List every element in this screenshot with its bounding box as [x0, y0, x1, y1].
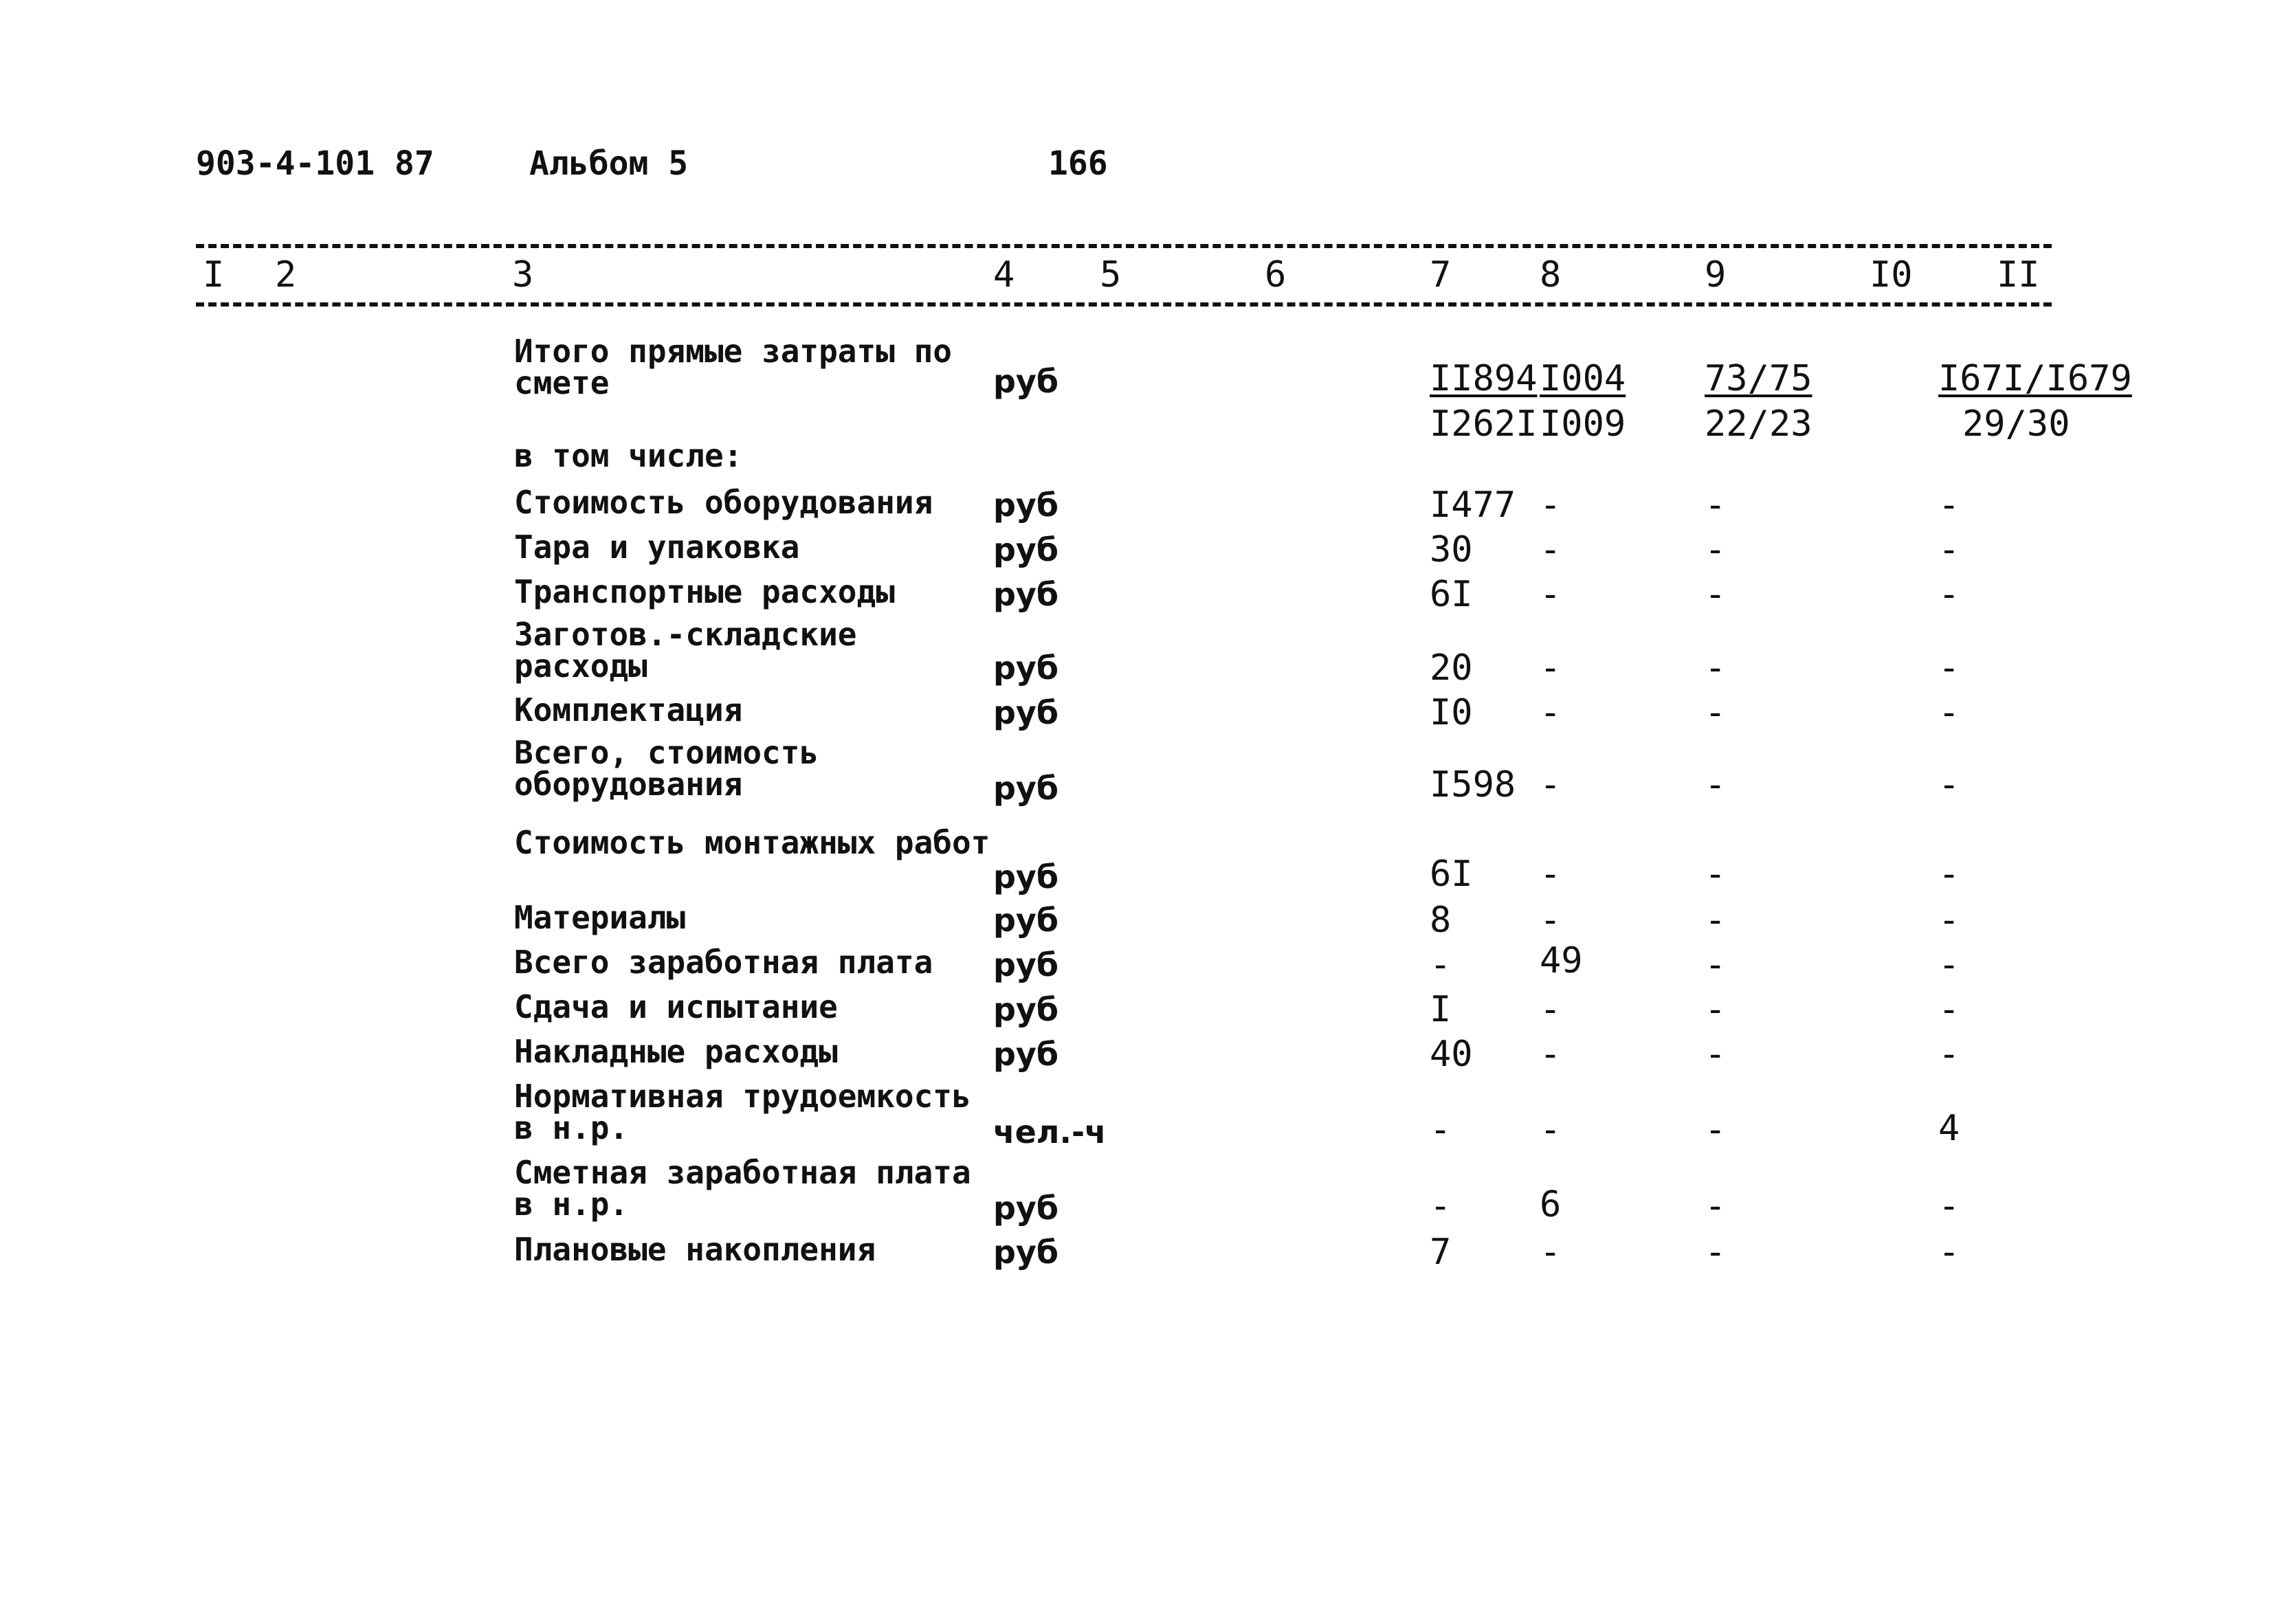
row-unit: руб [993, 770, 1059, 807]
row-col8: 49 [1540, 940, 1583, 981]
row-col9: - [1705, 1232, 1727, 1273]
row-label: Тара и упаковка [514, 529, 800, 566]
row-unit: руб [993, 1234, 1059, 1271]
row-col7: 6I [1430, 854, 1473, 895]
col-num-5: 5 [1100, 254, 1122, 296]
row-col7: I598 [1430, 764, 1516, 805]
row-col9: - [1705, 1109, 1727, 1150]
row-col7: - [1430, 1186, 1452, 1227]
row-col8: - [1540, 854, 1562, 895]
col-num-9: 9 [1705, 254, 1727, 296]
col-num-4: 4 [993, 254, 1015, 296]
totals-col8-top: I004 [1540, 358, 1626, 399]
row-col8: - [1540, 485, 1562, 526]
row-col7: I477 [1430, 485, 1516, 526]
row-col11: - [1938, 647, 1960, 689]
col-num-11: II [1997, 254, 2040, 296]
row-unit: руб [993, 487, 1059, 524]
row-col8: - [1540, 764, 1562, 805]
row-col11: - [1938, 1186, 1960, 1227]
row-col11: - [1938, 1232, 1960, 1273]
bottom-dashed-rule [196, 302, 2052, 307]
row-col11: - [1938, 485, 1960, 526]
totals-col9-bottom: 22/23 [1705, 403, 1812, 445]
row-col11: - [1938, 854, 1960, 895]
row-col7: I0 [1430, 692, 1473, 733]
row-col8: - [1540, 574, 1562, 615]
row-col11: - [1938, 529, 1960, 570]
row-col11: - [1938, 900, 1960, 941]
row-col9: - [1705, 574, 1727, 615]
row-label: Плановые накопления [514, 1231, 876, 1268]
row-col9: - [1705, 854, 1727, 895]
row-col8: - [1540, 989, 1562, 1030]
totals-col9-top: 73/75 [1705, 358, 1812, 399]
row-col11: 4 [1938, 1108, 1960, 1149]
row-unit: руб [993, 694, 1059, 731]
col-num-2: 2 [275, 254, 297, 296]
row-label: Стоимость монтажных работ [514, 824, 990, 861]
row-col11: - [1938, 692, 1960, 733]
row-col9: - [1705, 485, 1727, 526]
row-label: Стоимость оборудования [514, 484, 933, 521]
totals-col8-bottom: I009 [1540, 403, 1626, 445]
row-col9: - [1705, 944, 1727, 986]
row-col8: 6 [1540, 1184, 1562, 1225]
row-unit: руб [993, 576, 1059, 613]
row-col9: - [1705, 989, 1727, 1030]
row-unit: руб [993, 902, 1059, 939]
row-col7: 6I [1430, 574, 1473, 615]
col-num-6: 6 [1265, 254, 1287, 296]
row-label: Комплектация [514, 691, 743, 728]
row-col8: - [1540, 1109, 1562, 1150]
row-unit: руб [993, 531, 1059, 568]
col-num-8: 8 [1540, 254, 1562, 296]
album-label: Альбом 5 [529, 144, 689, 183]
row-col7: 30 [1430, 529, 1473, 570]
row-unit: руб [993, 649, 1059, 687]
totals-col7-bottom: I262I [1430, 403, 1538, 445]
row-col9: - [1705, 900, 1727, 941]
row-col9: - [1705, 529, 1727, 570]
row-col11: - [1938, 574, 1960, 615]
row-label: Нормативная трудоемкость в н.р. [514, 1078, 971, 1146]
row-col11: - [1938, 989, 1960, 1030]
row-col8: - [1540, 1232, 1562, 1273]
doc-code: 903-4-101 87 [196, 144, 434, 183]
totals-label: Итого прямые затраты по смете [514, 333, 952, 401]
col-num-3: 3 [512, 254, 534, 296]
row-col11: - [1938, 764, 1960, 805]
col-num-1: I [203, 254, 225, 296]
page-number: 166 [1048, 144, 1108, 183]
row-col7: I [1430, 989, 1452, 1030]
row-col7: 8 [1430, 900, 1452, 941]
top-dashed-rule [196, 244, 2052, 248]
row-unit: руб [993, 991, 1059, 1028]
including-label: в том числе: [514, 437, 743, 474]
row-label: Сметная заработная плата в н.р. [514, 1154, 971, 1223]
col-num-7: 7 [1430, 254, 1452, 296]
row-col11: - [1938, 944, 1960, 986]
row-label: Всего, стоимость оборудования [514, 734, 819, 803]
row-col8: - [1540, 1034, 1562, 1075]
row-col9: - [1705, 1034, 1727, 1075]
row-unit: руб [993, 858, 1059, 896]
row-unit: чел.-ч [993, 1113, 1107, 1150]
row-label: Всего заработная плата [514, 944, 933, 981]
row-col8: - [1540, 647, 1562, 689]
totals-col7-top: II894 [1430, 358, 1538, 399]
row-label: Материалы [514, 899, 686, 936]
row-col8: - [1540, 900, 1562, 941]
row-label: Сдача и испытание [514, 988, 838, 1025]
totals-col11-top: I67I/I679 [1938, 358, 2132, 399]
row-col11: - [1938, 1034, 1960, 1075]
row-unit: руб [993, 1190, 1059, 1227]
row-col9: - [1705, 764, 1727, 805]
row-label: Транспортные расходы [514, 573, 895, 610]
row-label: Накладные расходы [514, 1033, 838, 1070]
row-unit: руб [993, 1036, 1059, 1073]
row-col9: - [1705, 692, 1727, 733]
row-col8: - [1540, 529, 1562, 570]
row-col7: 40 [1430, 1034, 1473, 1075]
row-col7: - [1430, 1109, 1452, 1150]
totals-col11-bottom: 29/30 [1962, 403, 2070, 445]
row-unit: руб [993, 946, 1059, 983]
totals-unit: руб [993, 363, 1059, 400]
row-col9: - [1705, 647, 1727, 689]
row-col7: - [1430, 944, 1452, 986]
row-col8: - [1540, 692, 1562, 733]
row-col7: 20 [1430, 647, 1473, 689]
row-col7: 7 [1430, 1232, 1452, 1273]
row-label: Заготов.-складские расходы [514, 616, 857, 685]
col-num-10: I0 [1870, 254, 1913, 296]
row-col9: - [1705, 1186, 1727, 1227]
